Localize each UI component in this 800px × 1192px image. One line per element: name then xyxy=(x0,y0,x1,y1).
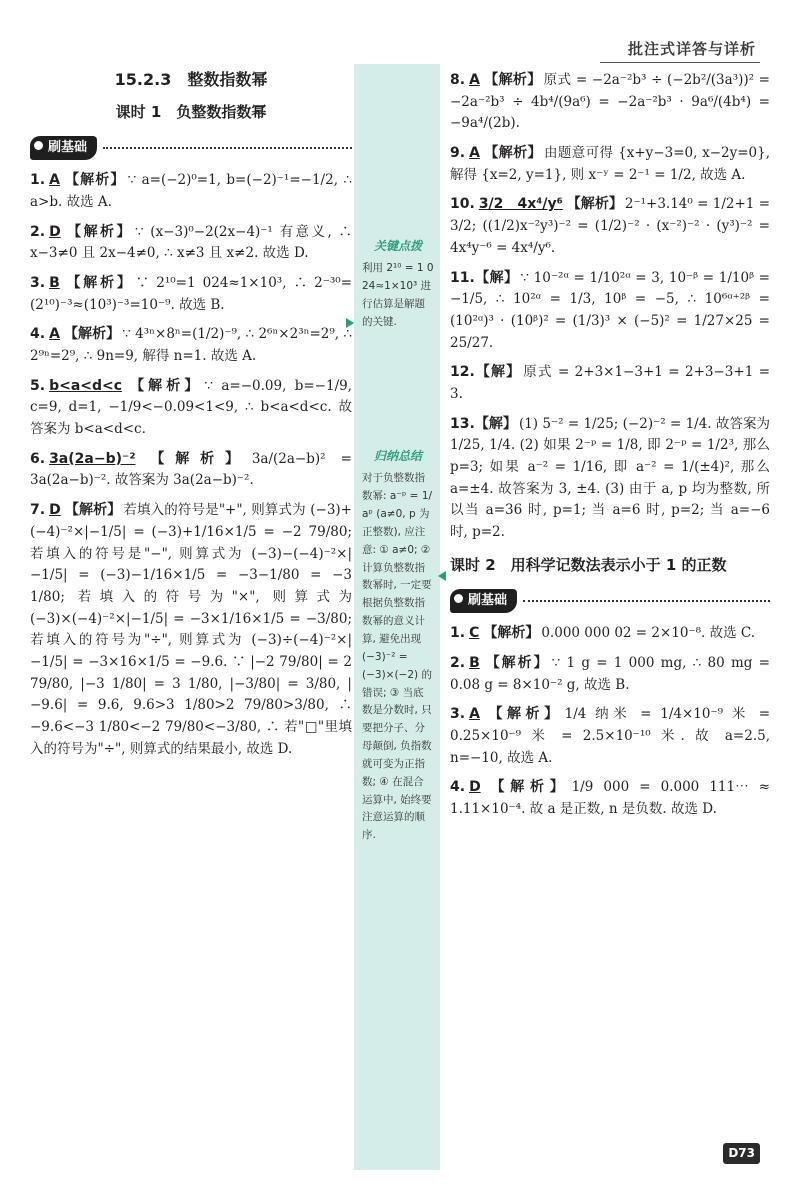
analysis-tag: 【解析】 xyxy=(483,706,563,723)
answer-item-l5 xyxy=(30,376,352,441)
item-text: ∵ 1 g = 1 000 mg, ∴ 80 mg = 0.08 g = 8×10⁻² g, 故选 B. xyxy=(450,654,770,693)
pointer-arrow-icon xyxy=(438,571,446,581)
item-text: ∵ a=−0.09, b=−1/9, c=9, d=1, −1/9<−0.09<1<9, ∴ b<a<d<c. 故答案为 b<a<d<c. xyxy=(30,377,353,438)
analysis-tag: 【解析】 xyxy=(63,326,121,343)
left-column xyxy=(30,64,352,768)
item-answer: D xyxy=(469,779,481,796)
item-answer: b<a<d<c xyxy=(49,377,123,394)
item-number: 8. xyxy=(450,72,466,88)
item-text: 若填入的符号是"+", 则算式为 (−3)+(−4)⁻²×|−1/5| = (−3)+1/16×1/5 = −2 79/80; 若填入的符号是"−", 则算式为 (−3)−(−4)⁻²×|−1/5| = (−3)−1/16×1/5 = −3−1/80 = −3 1/80; 若填入的符号为"×", 则算式为 (−3)×(−4)⁻²×|−1/5| = −3×1/16×1/5 = −3/80; 若填入的符号为"÷", 则算式为 (−3)÷(−4)⁻²×|−1/5| = −3×16×1/5 = −9.6. ∵ |−2 79/80| = 2 79/80, |−3 1/80| = 3 1/80, |−3/80| = 3/80, |−9.6| = 9.6, 9.6>3 1/80>2 79/80>3/80, ∴ −9.6<−3 1/80<−2 79/80<−3/80, ∴ 若"□"里填入的符号为"÷", 则算式的结果最小, 故选 D. xyxy=(30,502,352,757)
lesson-1-title: 课时 1 负整数指数幂 xyxy=(115,102,267,121)
answer-item-s2 xyxy=(450,653,770,696)
dotted-rule xyxy=(103,147,352,149)
dotted-rule xyxy=(523,600,770,602)
item-text: 原式 = 2+3×1−3+1 = 2+3−3+1 = 3. xyxy=(450,364,771,402)
item-answer: C xyxy=(469,625,480,642)
answer-item-l7 xyxy=(30,500,352,760)
right-column xyxy=(450,64,770,829)
item-text: ∵ (x−3)⁰−2(2x−4)⁻¹ 有意义, ∴ x−3≠0 且 2x−4≠0, ∴ x≠3 且 x≠2. 故选 D. xyxy=(30,223,352,262)
item-answer: D xyxy=(49,502,61,519)
item-text: 0.000 000 02 = 2×10⁻⁸. 故选 C. xyxy=(541,625,756,642)
answer-item-s4 xyxy=(450,777,770,820)
answer-item-l4 xyxy=(30,324,352,367)
item-number: 6. xyxy=(30,450,46,467)
analysis-tag: 【解析】 xyxy=(64,223,133,240)
item-number: 11. xyxy=(450,269,475,286)
analysis-tag: 【解析】 xyxy=(64,502,122,519)
brush-basics-bar xyxy=(30,136,352,160)
answer-item-r10 xyxy=(450,194,770,259)
key-tip-body: 利用 2¹⁰ = 1 024≈1×10³ 进行估算是解题的关键. xyxy=(362,262,434,328)
analysis-tag: 【解析】 xyxy=(126,377,203,394)
analysis-tag: 【解析】 xyxy=(484,779,570,796)
item-answer: B xyxy=(49,274,60,291)
page-number: D73 xyxy=(723,1143,760,1164)
item-number: 1. xyxy=(450,625,466,642)
answer-item-r13 xyxy=(450,414,770,544)
item-number: 4. xyxy=(450,779,466,796)
brush-basics-bar xyxy=(450,589,770,613)
item-number: 10. xyxy=(450,196,475,213)
header-label: 批注式详答与详析 xyxy=(627,40,756,58)
annotation-sidebar xyxy=(354,64,440,1170)
item-text: 2⁻¹+3.14⁰ = 1/2+1 = 3/2; ((1/2)x⁻²y³)⁻² = (1/2)⁻² · (x⁻²)⁻² · (y³)⁻² = 4x⁴y⁻⁶ = 4x⁴/y⁶. xyxy=(450,196,771,256)
answer-item-l3 xyxy=(30,273,352,316)
item-number: 4. xyxy=(30,326,46,343)
solution-tag: 【解】 xyxy=(474,415,517,432)
answer-item-s1 xyxy=(450,623,770,645)
answer-item-r9 xyxy=(450,143,770,186)
key-tip-title: 关键点拨 xyxy=(373,239,422,253)
item-number: 9. xyxy=(450,145,466,162)
answer-item-l1 xyxy=(30,170,352,213)
item-number: 3. xyxy=(30,274,46,291)
item-text: ∵ 4³ⁿ×8ⁿ=(1/2)⁻⁹, ∴ 2⁶ⁿ×2³ⁿ=2⁹, ∴ 2⁹ⁿ=2⁹, ∴ 9n=9, 解得 n=1. 故选 A. xyxy=(30,326,353,364)
summary-box xyxy=(362,446,434,845)
item-text: ∵ a=(−2)⁰=1, b=(−2)⁻¹=−1/2, ∴ a>b. 故选 A. xyxy=(30,172,352,210)
item-answer: D xyxy=(49,223,61,240)
analysis-tag: 【解析】 xyxy=(63,274,134,291)
header-rule xyxy=(600,62,760,63)
lesson-2-title: 课时 2 用科学记数法表示小于 1 的正数 xyxy=(450,555,727,574)
answer-item-r12 xyxy=(450,362,770,405)
key-tip-box xyxy=(362,236,434,332)
answer-item-l6 xyxy=(30,449,352,492)
item-number: 3. xyxy=(450,706,466,723)
analysis-tag: 【解析】 xyxy=(566,196,623,213)
item-number: 13. xyxy=(450,415,475,432)
item-answer: A xyxy=(49,172,60,189)
item-text: (1) 5⁻² = 1/25; (−2)⁻² = 1/4. 故答案为 1/25, 1/4. (2) 如果 2⁻ᵖ = 1/8, 即 2⁻ᵖ = 1/2³, 那么 p=3; 如果 a⁻² = 1/16, 即 a⁻² = 1/(±4)², 那么 a=±4. 故答案为 3, ±4. (3) 由于 a, p 均为整数, 所以当 a=36 时, p=1; 当 a=6 时, p=2; 当 a=−6 时, p=2. xyxy=(450,415,771,541)
item-text: 1/9 000 = 0.000 111⋯ ≈ 1.11×10⁻⁴. 故 a 是正数, n 是负数. 故选 D. xyxy=(450,779,770,817)
item-number: 5. xyxy=(30,377,46,394)
item-answer: A xyxy=(469,72,480,88)
item-answer: 3/2 4x⁴/y⁶ xyxy=(478,196,563,213)
answer-item-l2 xyxy=(30,222,352,265)
item-text: 1/4 纳米 = 1/4×10⁻⁹ 米 = 0.25×10⁻⁹ 米 = 2.5×10⁻¹⁰ 米. 故 a=2.5, n=−10, 故选 A. xyxy=(450,706,771,766)
answer-item-r8 xyxy=(450,70,770,135)
item-number: 2. xyxy=(450,654,466,671)
summary-body: 对于负整数指数幂: a⁻ᵖ = 1/aᵖ (a≠0, p 为正整数), 应注意: ① a≠0; ② 计算负整数指数幂时, 一定要根据负整数指数幂的意义计算, 避免出现 (−3)⁻² = (−3)×(−2) 的错误; ③ 当底数是分数时, 只要把分子、分母颠倒, 负指数就可变为正指数; ④ 在混合运算中, 始终要注意运算的顺序. xyxy=(362,472,433,842)
item-answer: 3a(2a−b)⁻² xyxy=(49,450,136,467)
answer-item-s3 xyxy=(450,704,770,769)
item-text: ∵ 10⁻²ᵅ = 1/10²ᵅ = 3, 10⁻ᵝ = 1/10ᵝ = −1/5, ∴ 10²ᵅ = 1/3, 10ᵝ = −5, ∴ 10⁶ᵅ⁺²ᵝ = (10²ᵅ)³ · (10ᵝ)² = (1/3)³ × (−5)² = 1/27×25 = 25/27. xyxy=(450,269,770,351)
item-answer: B xyxy=(469,654,480,671)
item-number: 2. xyxy=(30,223,46,240)
item-answer: A xyxy=(469,706,480,723)
solution-tag: 【解】 xyxy=(474,269,519,286)
item-text: ∵ 2¹⁰=1 024≈1×10³, ∴ 2⁻³⁰=(2¹⁰)⁻³≈(10³)⁻³=10⁻⁹. 故选 B. xyxy=(30,274,353,313)
item-number: 1. xyxy=(30,172,46,189)
solution-tag: 【解】 xyxy=(474,364,522,381)
pointer-arrow-icon xyxy=(346,318,354,328)
item-number: 7. xyxy=(30,502,46,519)
analysis-tag: 【解析】 xyxy=(139,450,250,467)
summary-title: 归纳总结 xyxy=(373,449,422,463)
analysis-tag: 【解析】 xyxy=(483,72,542,88)
item-text: 由题意可得 {x+y−3=0, x−2y=0}, 解得 {x=2, y=1}, 则 x⁻ʸ = 2⁻¹ = 1/2, 故选 A. xyxy=(450,145,771,183)
item-text: 3a/(2a−b)² = 3a(2a−b)⁻². 故答案为 3a(2a−b)⁻². xyxy=(30,450,352,489)
analysis-tag: 【解析】 xyxy=(483,625,540,642)
section-title: 15.2.3 整数指数幂 xyxy=(114,70,268,89)
analysis-tag: 【解析】 xyxy=(63,172,126,189)
answer-item-r11 xyxy=(450,268,770,355)
analysis-tag: 【解析】 xyxy=(483,654,550,671)
brush-basics-badge: 刷基础 xyxy=(450,589,517,613)
item-number: 12. xyxy=(450,364,475,381)
item-text: 原式 = −2a⁻²b³ ÷ (−2b²/(3a³))² = −2a⁻²b³ ÷ 4b⁴/(9a⁶) = −2a⁻²b³ · 9a⁶/(4b⁴) = −9a⁴/(2b). xyxy=(450,72,770,132)
item-answer: A xyxy=(49,326,60,343)
analysis-tag: 【解析】 xyxy=(483,145,542,162)
brush-basics-badge: 刷基础 xyxy=(30,136,97,160)
item-answer: A xyxy=(469,145,480,162)
